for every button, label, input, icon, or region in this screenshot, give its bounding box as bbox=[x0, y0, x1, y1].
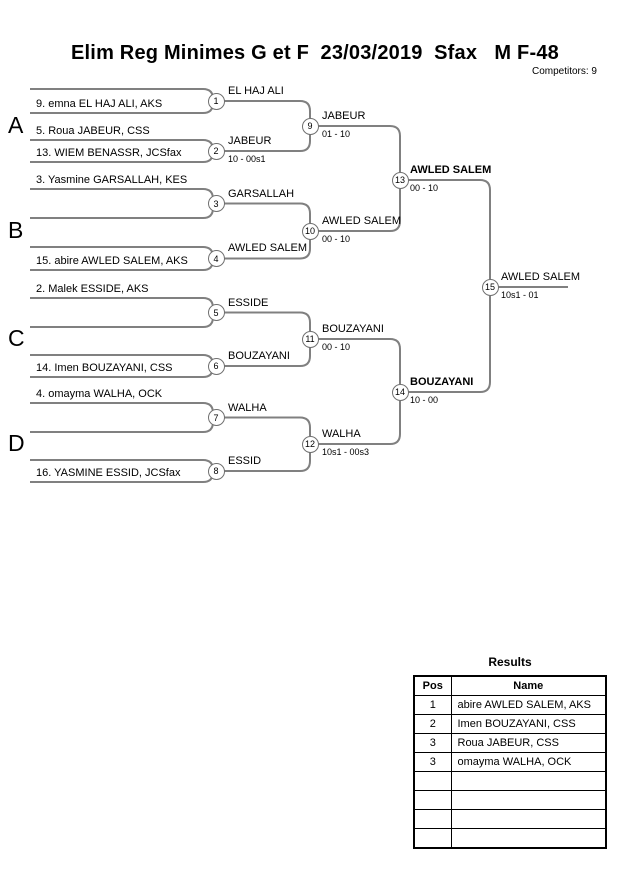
results-pos-cell bbox=[414, 829, 451, 849]
match-number: 11 bbox=[305, 334, 315, 344]
competitors-count: Competitors: 9 bbox=[531, 66, 597, 77]
results-pos-cell bbox=[414, 810, 451, 829]
match-circle-5 bbox=[208, 304, 225, 321]
results-pos-cell bbox=[414, 772, 451, 791]
match-number: 15 bbox=[484, 282, 495, 292]
match-number: 3 bbox=[213, 198, 219, 209]
match-number: 10 bbox=[304, 226, 315, 236]
match-4-winner: AWLED SALEM bbox=[228, 242, 308, 254]
bracket-connector bbox=[30, 208, 213, 218]
group-label-c: C bbox=[8, 325, 25, 351]
results-title: Results bbox=[488, 655, 532, 669]
results-pos-cell: 3 bbox=[414, 753, 451, 772]
results-row bbox=[414, 696, 606, 715]
results-pos-cell bbox=[414, 791, 451, 810]
results-name-cell: abire AWLED SALEM, AKS bbox=[451, 696, 606, 715]
match-11-winner: BOUZAYANI bbox=[322, 323, 384, 335]
results-row bbox=[414, 715, 606, 734]
bracket-connector bbox=[224, 418, 310, 437]
match-circle-13 bbox=[392, 172, 409, 189]
match-circle-14 bbox=[392, 384, 409, 401]
results-row bbox=[414, 772, 606, 791]
match-circle-15 bbox=[482, 279, 499, 296]
results-row bbox=[414, 753, 606, 772]
bracket-connector bbox=[30, 422, 213, 432]
match-12-score: 10s1 - 00s3 bbox=[322, 447, 370, 457]
results-table bbox=[413, 675, 607, 849]
match-2-winner: JABEUR bbox=[228, 135, 272, 147]
competitor-name: 3. Yasmine GARSALLAH, KES bbox=[36, 174, 188, 186]
match-8-winner: ESSID bbox=[228, 455, 262, 467]
results-pos-cell: 2 bbox=[414, 715, 451, 734]
match-number: 5 bbox=[213, 307, 219, 318]
match-circle-11 bbox=[302, 331, 319, 348]
match-number: 2 bbox=[213, 146, 219, 156]
competitor-name: 9. emna EL HAJ ALI, AKS bbox=[36, 98, 163, 110]
competitor-name: 4. omayma WALHA, OCK bbox=[36, 388, 163, 400]
match-number: 1 bbox=[213, 96, 219, 106]
competitor-name: 13. WIEM BENASSR, JCSfax bbox=[36, 147, 182, 159]
match-15-score: 10s1 - 01 bbox=[501, 290, 539, 300]
bracket-connector bbox=[224, 204, 310, 224]
competitor-name: 14. Imen BOUZAYANI, CSS bbox=[36, 362, 173, 374]
match-6-winner: BOUZAYANI bbox=[228, 350, 290, 362]
results-name-cell bbox=[451, 772, 606, 791]
bracket-connector bbox=[30, 317, 213, 327]
match-3-winner: GARSALLAH bbox=[228, 188, 295, 200]
match-number: 9 bbox=[307, 121, 313, 131]
results-col-pos: Pos bbox=[414, 676, 451, 696]
group-label-b: B bbox=[8, 217, 24, 243]
competitor-name: 5. Roua JABEUR, CSS bbox=[36, 125, 150, 137]
match-14-score: 10 - 00 bbox=[410, 395, 439, 405]
results-name-cell bbox=[451, 810, 606, 829]
results-pos-cell: 1 bbox=[414, 696, 451, 715]
match-number: 7 bbox=[213, 412, 219, 423]
match-circle-9 bbox=[302, 118, 319, 135]
match-12-winner: WALHA bbox=[322, 428, 361, 440]
results-row bbox=[414, 829, 606, 849]
results-pos-cell: 3 bbox=[414, 734, 451, 753]
match-number: 12 bbox=[304, 439, 315, 449]
results-row bbox=[414, 791, 606, 810]
bracket-connector bbox=[30, 298, 213, 308]
bracket-connector bbox=[30, 189, 213, 199]
results-row bbox=[414, 734, 606, 753]
bracket-connector bbox=[30, 403, 213, 413]
match-circle-10 bbox=[302, 223, 319, 240]
competitor-name: 15. abire AWLED SALEM, AKS bbox=[36, 255, 188, 267]
match-1-winner: EL HAJ ALI bbox=[228, 85, 284, 97]
match-number: 6 bbox=[213, 361, 219, 371]
match-number: 8 bbox=[213, 466, 219, 476]
match-7-winner: WALHA bbox=[228, 402, 267, 414]
group-label-a: A bbox=[8, 112, 24, 138]
match-5-winner: ESSIDE bbox=[228, 297, 269, 309]
match-14-winner: BOUZAYANI bbox=[410, 376, 474, 388]
results-col-name: Name bbox=[451, 676, 606, 696]
results-header-row bbox=[414, 676, 606, 696]
match-2-score: 10 - 00s1 bbox=[228, 154, 266, 164]
bracket-connector bbox=[408, 180, 490, 279]
competitor-name: 16. YASMINE ESSID, JCSfax bbox=[36, 467, 181, 479]
match-10-winner: AWLED SALEM bbox=[322, 215, 402, 227]
bracket-connector bbox=[224, 313, 310, 332]
results-name-cell: Roua JABEUR, CSS bbox=[451, 734, 606, 753]
match-13-winner: AWLED SALEM bbox=[410, 164, 492, 176]
match-13-score: 00 - 10 bbox=[410, 183, 439, 193]
page-title: Elim Reg Minimes G et F 23/03/2019 Sfax M F-48 bbox=[71, 42, 559, 64]
match-circle-7 bbox=[208, 409, 225, 426]
results-name-cell bbox=[451, 791, 606, 810]
match-15-winner: AWLED SALEM bbox=[501, 271, 581, 283]
match-10-score: 00 - 10 bbox=[322, 234, 351, 244]
results-name-cell: omayma WALHA, OCK bbox=[451, 753, 606, 772]
group-label-d: D bbox=[8, 430, 25, 456]
match-number: 14 bbox=[394, 387, 405, 397]
bracket-connector bbox=[224, 101, 310, 118]
results-name-cell: Imen BOUZAYANI, CSS bbox=[451, 715, 606, 734]
match-number: 4 bbox=[213, 253, 219, 264]
results-row bbox=[414, 810, 606, 829]
match-circle-12 bbox=[302, 436, 319, 453]
results-name-cell bbox=[451, 829, 606, 849]
match-circle-3 bbox=[208, 195, 225, 212]
match-9-score: 01 - 10 bbox=[322, 129, 351, 139]
match-11-score: 00 - 10 bbox=[322, 342, 351, 352]
match-number: 13 bbox=[394, 175, 405, 185]
competitor-name: 2. Malek ESSIDE, AKS bbox=[36, 283, 149, 295]
match-9-winner: JABEUR bbox=[322, 110, 366, 122]
